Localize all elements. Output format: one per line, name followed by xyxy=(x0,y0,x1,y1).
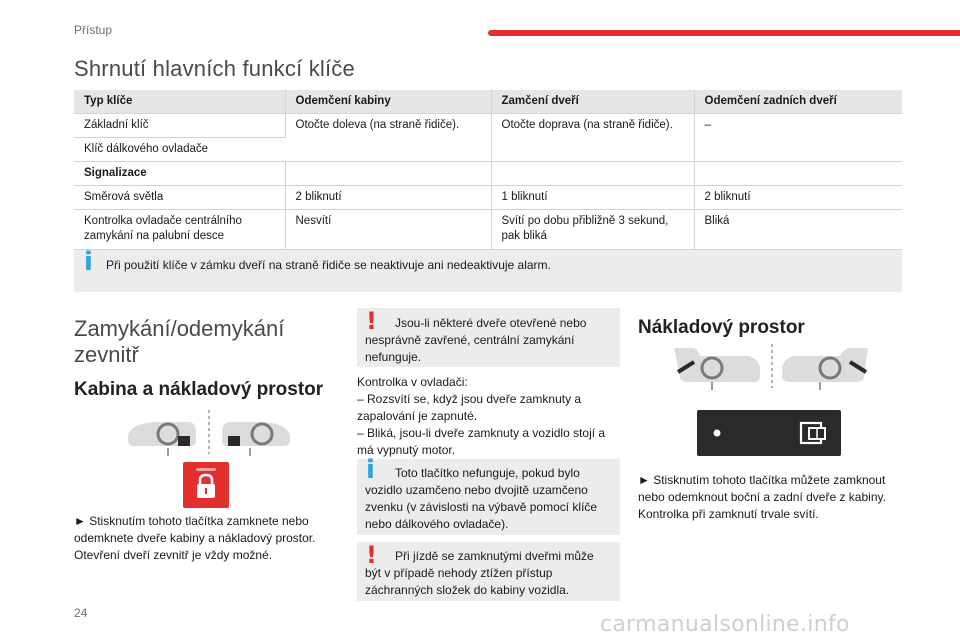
page-title: Shrnutí hlavních funkcí klíče xyxy=(74,56,355,81)
table-cell: Signalizace xyxy=(74,162,285,186)
table-cell xyxy=(491,162,694,186)
cargo-door-diagram-icon xyxy=(670,342,875,390)
header-accent-bar xyxy=(488,30,960,36)
info-note-alarm xyxy=(74,247,902,292)
warning-icon: ! xyxy=(366,307,377,335)
section-title-cargo: Nákladový prostor xyxy=(638,317,805,338)
warning-note-driving xyxy=(357,542,620,601)
table-header-row xyxy=(74,90,902,114)
table-header-cell: Zamčení dveří xyxy=(491,90,694,114)
table-cell: Nesvítí xyxy=(285,210,491,250)
indicator-item-blink: – Bliká, jsou-li dveře zamknuty a vozidlo stojí a má vypnutý motor. xyxy=(357,426,606,457)
section-title-inside: Zamykání/odemykání zevnitř xyxy=(74,316,285,367)
warning-note-open-doors xyxy=(357,308,620,367)
table-cell: – xyxy=(694,114,902,162)
note-text: Při jízdě se zamknutými dveřmi může být v případě nehody ztížen přístup záchranných složek do kabiny vozidla. xyxy=(365,549,594,597)
note-text: Jsou-li některé dveře otevřené nebo nesprávně zavřené, centrální zamykání nefunguje. xyxy=(365,316,587,364)
info-icon: i xyxy=(366,455,375,485)
note-text: Toto tlačítko nefunguje, pokud bylo vozidlo uzamčeno nebo dvojitě uzamčeno zvenku (v závislosti na výbavě pomocí klíče nebo dálkového ovladače). xyxy=(365,466,598,531)
padlock-icon xyxy=(183,462,229,508)
table-cell: Otočte doleva (na straně řidiče). xyxy=(285,114,491,162)
table-header-cell: Typ klíče xyxy=(74,90,285,114)
table-cell xyxy=(285,162,491,186)
watermark: carmanualsonline.info xyxy=(600,612,850,637)
info-note-deadlock xyxy=(357,455,620,535)
key-functions-table xyxy=(74,90,902,250)
table-header-cell: Odemčení zadních dveří xyxy=(694,90,902,114)
table-row xyxy=(74,114,902,138)
table-cell: 2 bliknutí xyxy=(694,186,902,210)
table-cell: Otočte doprava (na straně řidiče). xyxy=(491,114,694,162)
table-row xyxy=(74,162,902,186)
cargo-lock-text: ► Stisknutím tohoto tlačítka můžete zamknout nebo odemknout boční a zadní dveře z kabiny. Kontrolka při zamknutí trvale svítí. xyxy=(638,473,886,521)
table-cell: Směrová světla xyxy=(74,186,285,210)
section-label: Přístup xyxy=(74,23,113,37)
table-cell: Bliká xyxy=(694,210,902,250)
table-row xyxy=(74,186,902,210)
central-lock-button xyxy=(183,462,229,508)
cargo-lock-button xyxy=(697,410,841,456)
subsection-title-cabin: Kabina a nákladový prostor xyxy=(74,379,324,400)
warning-icon: ! xyxy=(366,541,377,569)
note-text: Při použití klíče v zámku dveří na straně řidiče se neaktivuje ani nedeaktivuje alarm. xyxy=(106,258,551,272)
indicator-item-lit: – Rozsvítí se, když jsou dveře zamknuty a zapalování je zapnuté. xyxy=(357,392,582,423)
table-cell: 2 bliknutí xyxy=(285,186,491,210)
cargo-lock-symbol-icon xyxy=(697,410,841,456)
table-cell: Klíč dálkového ovladače xyxy=(74,138,285,162)
info-icon: i xyxy=(84,247,93,277)
table-cell xyxy=(694,162,902,186)
inside-lock-text: ► Stisknutím tohoto tlačítka zamknete nebo odemknete dveře kabiny a nákladový prostor. Otevření dveří zevnitř je vždy možné. xyxy=(74,514,316,562)
page-number: 24 xyxy=(74,606,88,620)
table-header-cell: Odemčení kabiny xyxy=(285,90,491,114)
table-cell: Kontrolka ovladače centrálního zamykání na palubní desce xyxy=(74,210,285,250)
table-cell: 1 bliknutí xyxy=(491,186,694,210)
door-lock-diagram-icon xyxy=(124,408,294,456)
indicator-intro: Kontrolka v ovladači: xyxy=(357,375,468,389)
table-cell: Svítí po dobu přibližně 3 sekund, pak bliká xyxy=(491,210,694,250)
table-row xyxy=(74,210,902,250)
table-cell: Základní klíč xyxy=(74,114,285,138)
